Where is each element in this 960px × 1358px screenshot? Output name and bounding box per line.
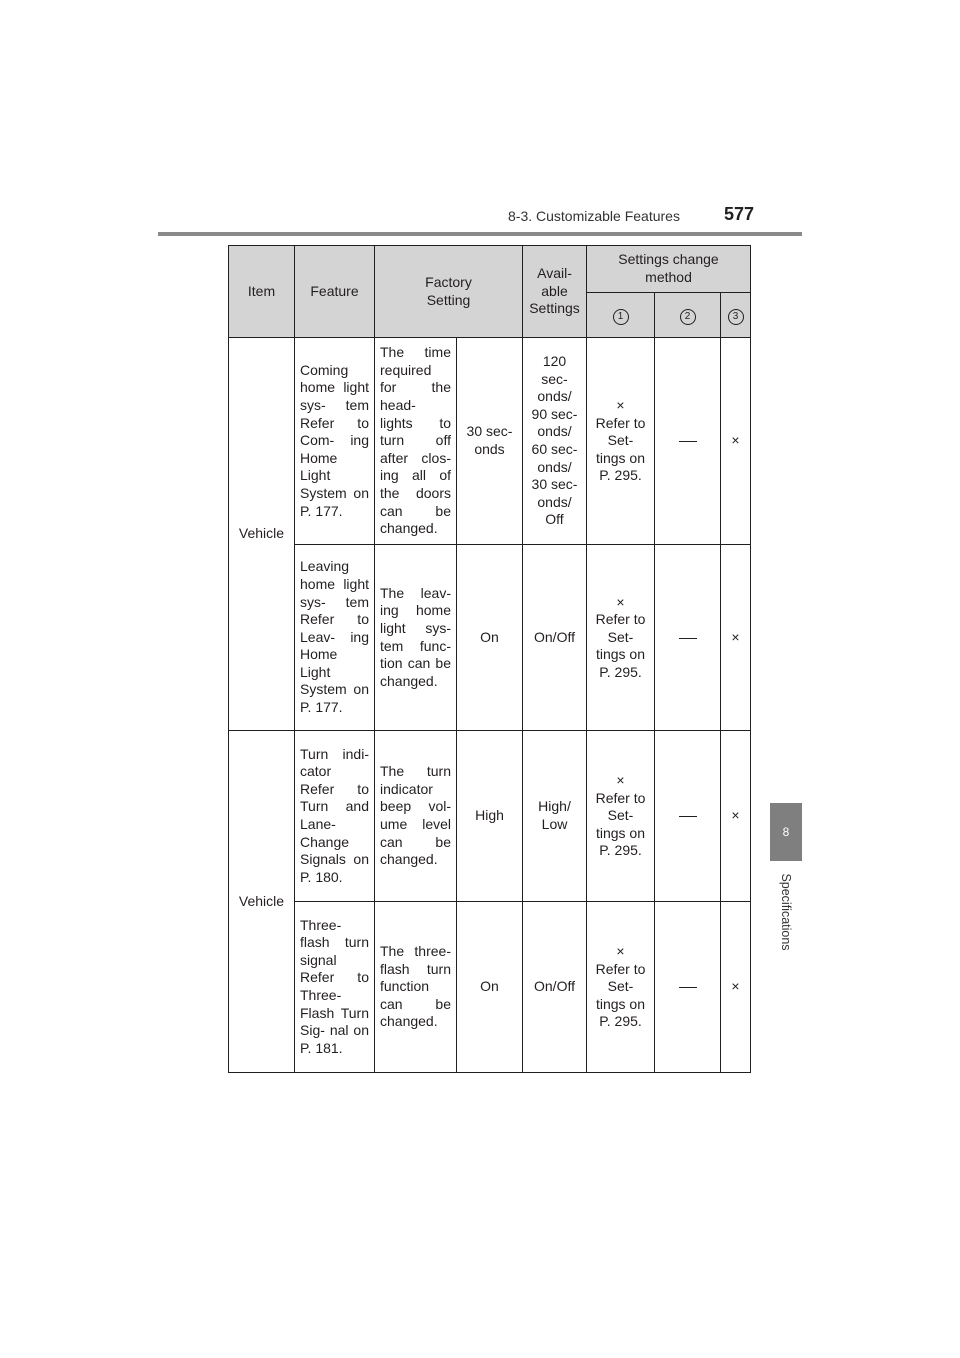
circled-3-icon: 3: [728, 309, 744, 325]
header-settings-change-method: Settings change method: [587, 246, 751, 293]
dash-icon: [679, 816, 697, 817]
page-number: 577: [724, 204, 755, 224]
feature-cell: Coming home light sys- tem Refer to Com- ing Home Light System on P. 177.: [295, 338, 375, 545]
available-cell: On/Off: [523, 545, 587, 731]
method-3-cell: ×: [721, 545, 751, 731]
circled-1-icon: 1: [613, 309, 629, 325]
feature-cell: Leaving home light sys- tem Refer to Leav- ing Home Light System on P. 177.: [295, 545, 375, 731]
item-cell: Vehicle: [229, 338, 295, 731]
method-1-cell: × Refer to Set- tings on P. 295.: [587, 545, 655, 731]
available-cell: 120 sec- onds/ 90 sec- onds/ 60 sec- onds/ 30 sec- onds/ Off: [523, 338, 587, 545]
method-2-cell: [655, 902, 721, 1073]
header-item: Item: [229, 246, 295, 338]
feature-cell: Three- flash turn signal Refer to Three- Flash Turn Sig- nal on P. 181.: [295, 902, 375, 1073]
header-feature: Feature: [295, 246, 375, 338]
method-2-cell: [655, 731, 721, 902]
method-1-cell: × Refer to Set- tings on P. 295.: [587, 902, 655, 1073]
page-header: [0, 0, 960, 240]
customization-table: [228, 245, 751, 1073]
method-3-cell: ×: [721, 902, 751, 1073]
description-cell: The leav- ing home light sys- tem func- tion can be changed.: [375, 545, 457, 731]
method-1-cell: × Refer to Set- tings on P. 295.: [587, 338, 655, 545]
table-row: [229, 338, 751, 545]
factory-cell: On: [457, 902, 523, 1073]
header-available-settings: Avail- able Settings: [523, 246, 587, 338]
method-2-header: [655, 293, 721, 338]
header-divider: [158, 232, 802, 236]
feature-cell: Turn indi- cator Refer to Turn and Lane- Change Signals on P. 180.: [295, 731, 375, 902]
header-factory-setting: Factory Setting: [375, 246, 523, 338]
method-2-cell: [655, 545, 721, 731]
factory-cell: On: [457, 545, 523, 731]
table-row: [229, 902, 751, 1073]
description-cell: The time required for the head- lights to turn off after clos- ing all of the doors can be changed.: [375, 338, 457, 545]
method-3-cell: ×: [721, 338, 751, 545]
table-row: [229, 545, 751, 731]
available-cell: High/ Low: [523, 731, 587, 902]
factory-cell: High: [457, 731, 523, 902]
method-2-cell: [655, 338, 721, 545]
table-row: [229, 731, 751, 902]
description-cell: The three- flash turn function can be changed.: [375, 902, 457, 1073]
method-1-header: [587, 293, 655, 338]
method-3-header: [721, 293, 751, 338]
dash-icon: [679, 638, 697, 639]
item-cell: Vehicle: [229, 731, 295, 1073]
circled-2-icon: 2: [680, 309, 696, 325]
chapter-tab: 8: [770, 803, 802, 861]
chapter-label: Specifications: [779, 873, 793, 951]
section-title: 8-3. Customizable Features: [508, 208, 680, 224]
dash-icon: [679, 987, 697, 988]
dash-icon: [679, 441, 697, 442]
factory-cell: 30 sec- onds: [457, 338, 523, 545]
method-1-cell: × Refer to Set- tings on P. 295.: [587, 731, 655, 902]
description-cell: The turn indicator beep vol- ume level can be changed.: [375, 731, 457, 902]
table-header-row: [229, 246, 751, 293]
available-cell: On/Off: [523, 902, 587, 1073]
method-3-cell: ×: [721, 731, 751, 902]
